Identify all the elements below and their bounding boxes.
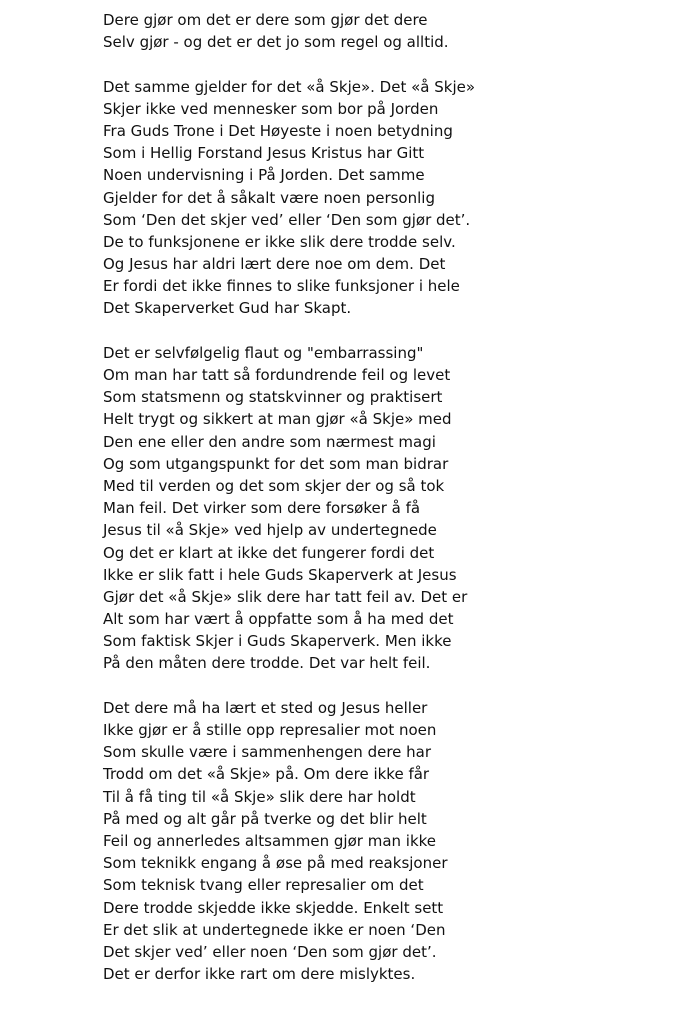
text-line: Med til verden og det som skjer der og så tok <box>103 476 445 495</box>
text-line: Skjer ikke ved mennesker som bor på Jorden <box>103 99 439 118</box>
text-line: Jesus til «å Skje» ved hjelp av undertegnede <box>103 521 437 540</box>
text-line: Gjelder for det å såkalt være noen personlig <box>103 188 435 207</box>
text-line: Er det slik at undertegnede ikke er noen ‘Den <box>103 920 446 939</box>
text-line: Dere trodde skjedde ikke skjedde. Enkelt sett <box>103 898 444 917</box>
text-line: Som faktisk Skjer i Guds Skaperverk. Men ikke <box>103 632 452 651</box>
text-line: Alt som har vært å oppfatte som å ha med det <box>103 610 454 629</box>
document-body <box>103 9 683 1007</box>
text-line: Selv gjør - og det er det jo som regel og alltid. <box>103 33 449 52</box>
text-line: Fra Guds Trone i Det Høyeste i noen betydning <box>103 121 453 140</box>
stanza-4 <box>103 697 683 985</box>
text-line: Det skjer ved’ eller noen ‘Den som gjør det’. <box>103 942 437 961</box>
text-line: Gjør det «å Skje» slik dere har tatt feil av. Det er <box>103 587 468 606</box>
text-line: Ikke gjør er å stille opp represalier mot noen <box>103 721 437 739</box>
text-line: Feil og annerledes altsammen gjør man ikke <box>103 831 437 850</box>
text-line: Som teknikk engang å øse på med reaksjoner <box>103 854 448 873</box>
text-line: Ikke er slik fatt i hele Guds Skaperverk at Jesus <box>103 565 457 584</box>
text-line: Som skulle være i sammenhengen dere har <box>103 743 432 762</box>
text-line: Og Jesus har aldri lært dere noe om dem. Det <box>103 255 446 274</box>
stanza-1 <box>103 9 683 53</box>
text-line: Det Skaperverket Gud har Skapt. <box>103 299 352 318</box>
stanza-2 <box>103 76 683 320</box>
text-line: Som i Hellig Forstand Jesus Kristus har Gitt <box>103 144 425 163</box>
text-line: Og som utgangspunkt for det som man bidrar <box>103 454 449 473</box>
text-line: På med og alt går på tverke og det blir helt <box>103 809 427 828</box>
stanza-3 <box>103 342 683 675</box>
text-line: Som ‘Den det skjer ved’ eller ‘Den som gjør det’. <box>103 210 471 229</box>
text-line: Om man har tatt så fordundrende feil og levet <box>103 366 451 384</box>
text-line: Det er selvfølgelig flaut og "embarrassing" <box>103 343 424 362</box>
text-line: Som statsmenn og statskvinner og praktisert <box>103 388 443 407</box>
text-line: Og det er klart at ikke det fungerer fordi det <box>103 543 435 562</box>
text-line: Det samme gjelder for det «å Skje». Det «å Skje» <box>103 77 476 96</box>
text-line: De to funksjonene er ikke slik dere trodde selv. <box>103 232 456 251</box>
text-line: Man feil. Det virker som dere forsøker å få <box>103 499 421 518</box>
text-line: Er fordi det ikke finnes to slike funksjoner i hele <box>103 277 460 296</box>
text-line: Dere gjør om det er dere som gjør det dere <box>103 11 428 29</box>
text-line: På den måten dere trodde. Det var helt feil. <box>103 654 431 673</box>
text-line: Til å få ting til «å Skje» slik dere har holdt <box>103 787 416 806</box>
text-line: Som teknisk tvang eller represalier om det <box>103 876 424 895</box>
text-line: Den ene eller den andre som nærmest magi <box>103 432 436 451</box>
text-line: Trodd om det «å Skje» på. Om dere ikke får <box>103 765 430 784</box>
text-line: Noen undervisning i På Jorden. Det samme <box>103 166 425 185</box>
text-line: Det er derfor ikke rart om dere mislyktes. <box>103 965 416 984</box>
text-line: Helt trygt og sikkert at man gjør «å Skje» med <box>103 410 452 429</box>
text-line: Det dere må ha lært et sted og Jesus heller <box>103 698 428 717</box>
